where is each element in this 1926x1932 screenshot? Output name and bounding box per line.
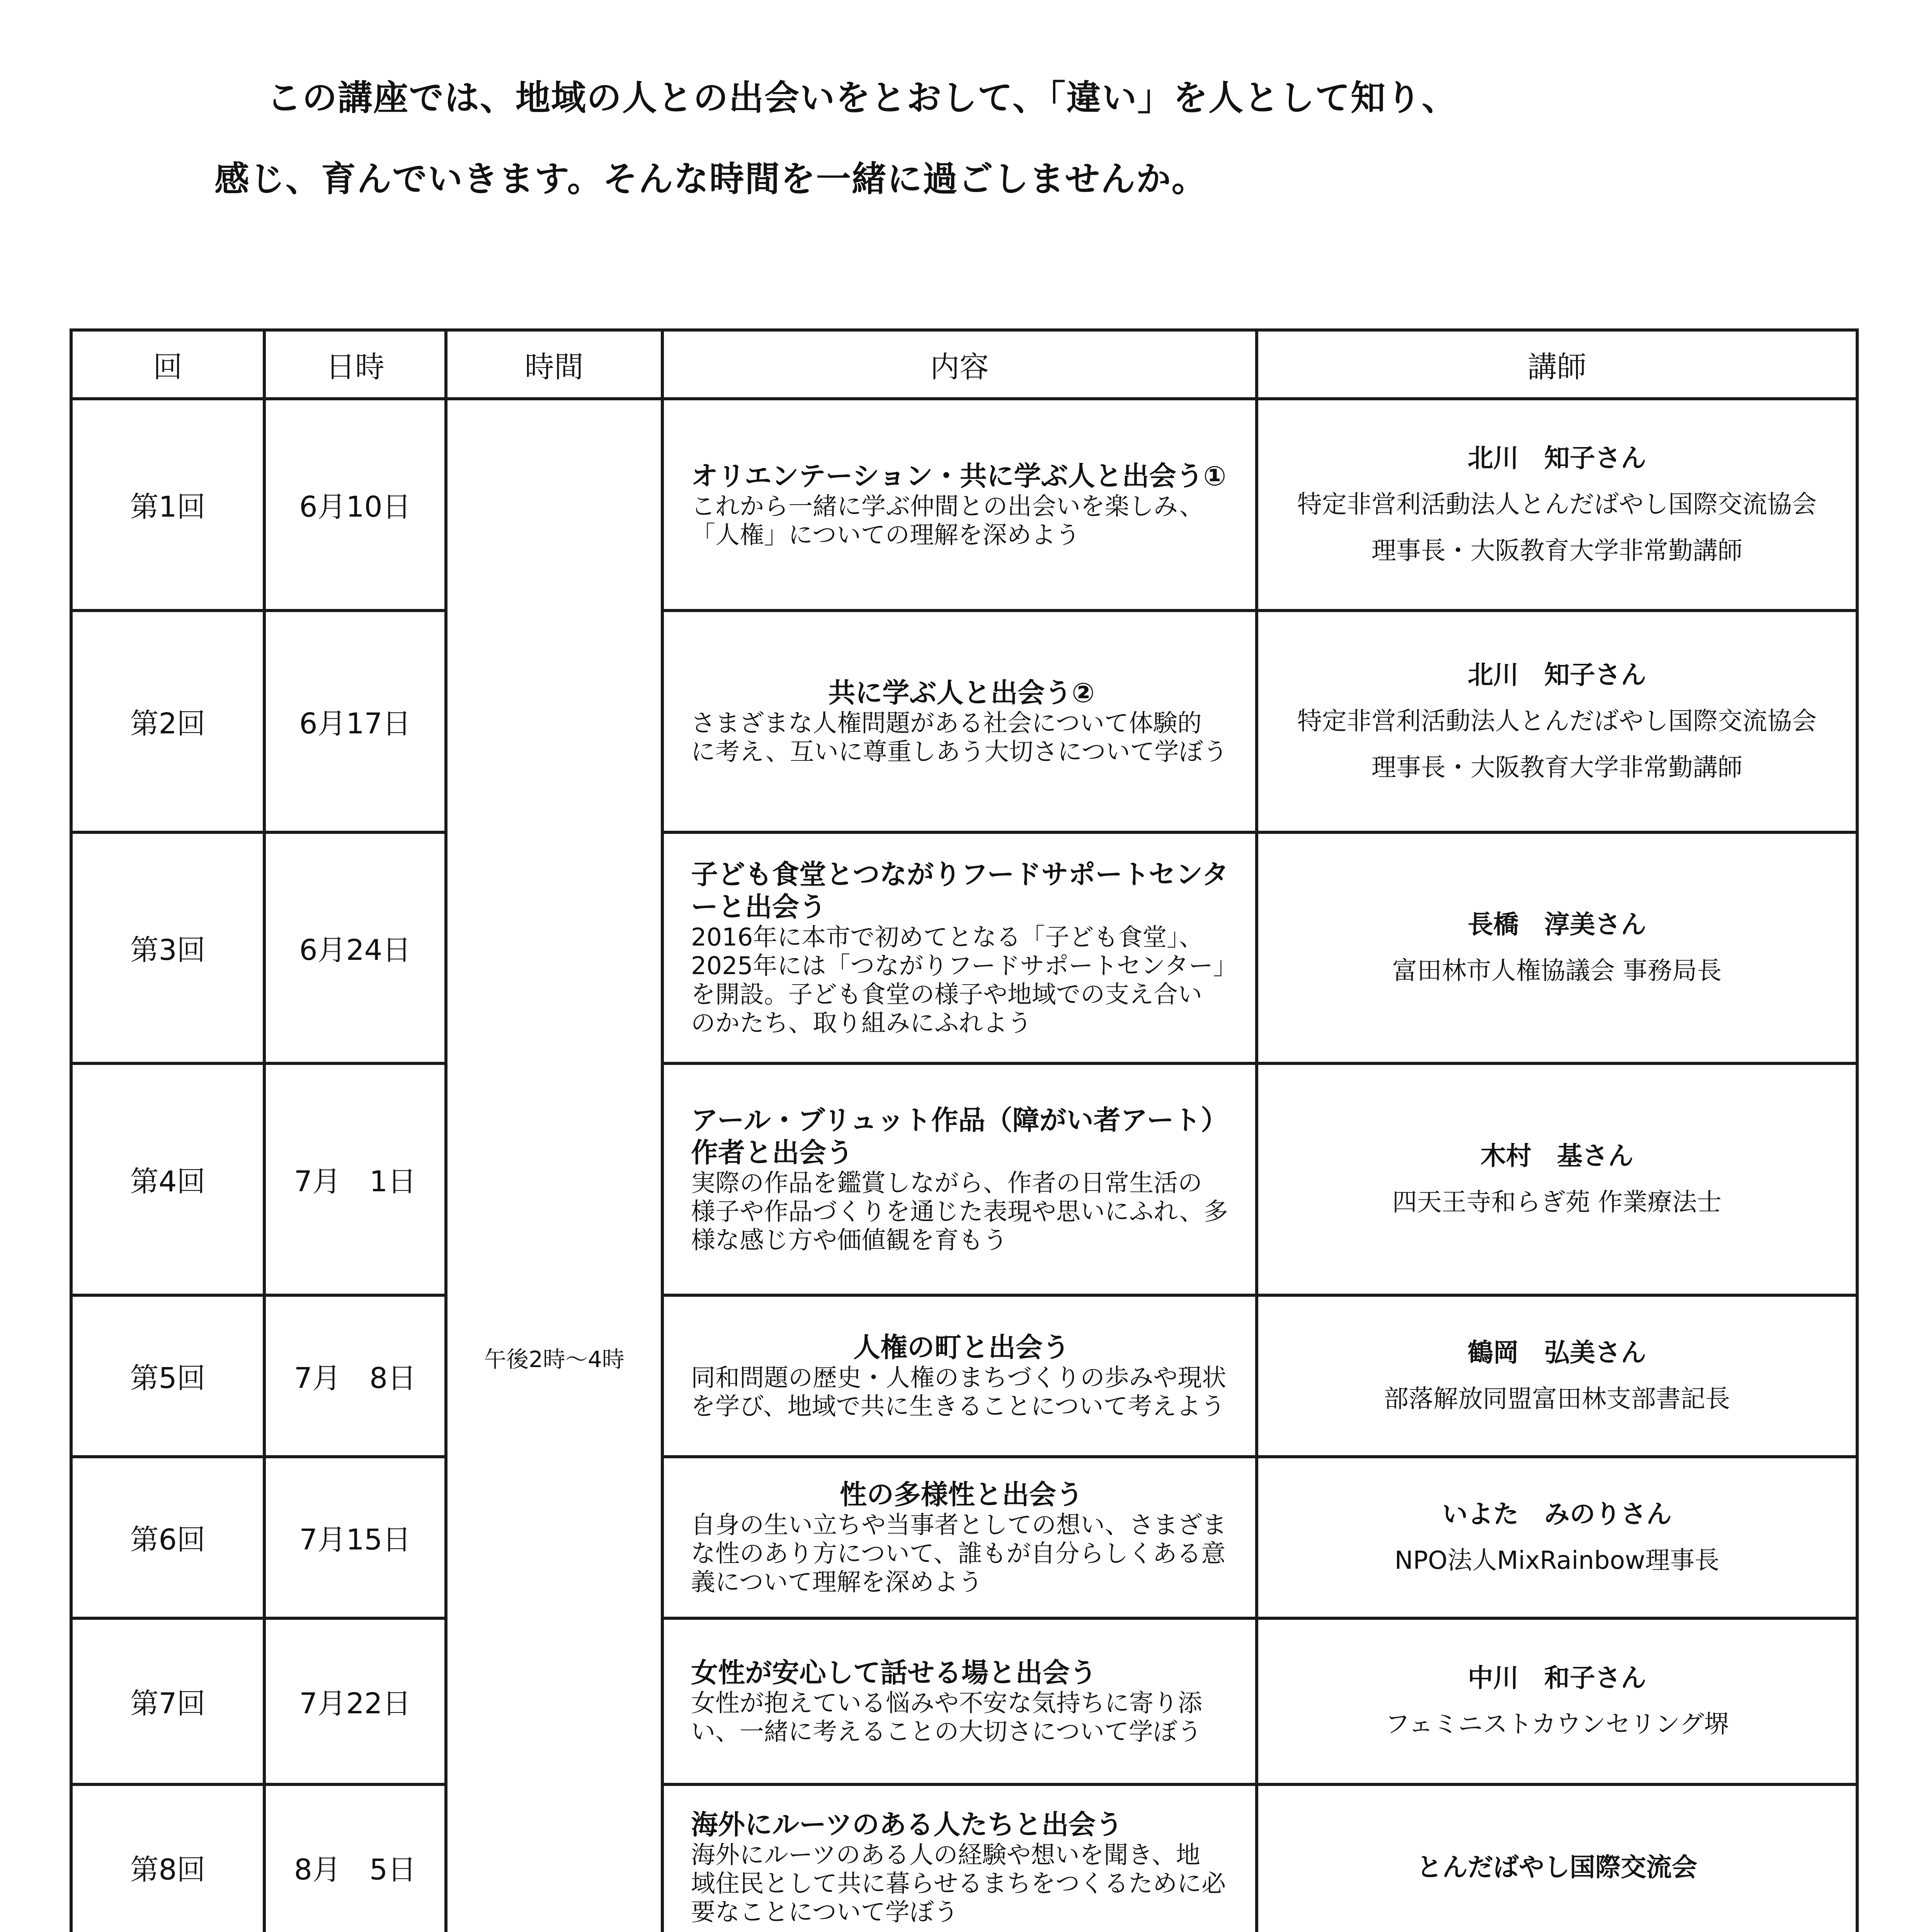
- content-body-line: 海外にルーツのある人の経験や想いを聞き、地: [691, 1841, 1200, 1869]
- lecturer-cell: [1257, 399, 1857, 611]
- content-body-line: 実際の作品を鑑賞しながら、作者の日常生活の: [691, 1169, 1202, 1197]
- intro-line-2: 感じ、育んでいきます。そんな時間を一緒に過ごしませんか。: [214, 159, 1207, 199]
- content-body-line: さまざまな人権問題がある社会について体験的: [691, 709, 1202, 737]
- content-body-line: 2016年に本市で初めてとなる「子ども食堂」、: [691, 923, 1203, 951]
- session-date: 8月 5日: [264, 1784, 446, 1932]
- table-row: [71, 1063, 1857, 1295]
- header-lecturer: 講師: [1257, 330, 1857, 399]
- lecturer-name: 北川 知子さん: [1468, 443, 1646, 473]
- session-date: 6月17日: [264, 611, 446, 832]
- session-content: [662, 611, 1257, 832]
- content-body-line: これから一緒に学ぶ仲間との出会いを楽しみ、: [691, 492, 1204, 520]
- content-title: 人権の町と出会う: [853, 1332, 1070, 1363]
- content-body-line: 様子や作品づくりを通じた表現や思いにふれ、多: [691, 1197, 1228, 1226]
- session-date: 7月15日: [264, 1457, 446, 1618]
- session-number: 第5回: [71, 1295, 264, 1457]
- content-title: オリエンテーション・共に学ぶ人と出会う①: [691, 460, 1227, 492]
- table-row: [71, 611, 1857, 832]
- table-row: [71, 1457, 1857, 1618]
- content-body-line: のかたち、取り組みにふれよう: [691, 1009, 1032, 1037]
- table-body: [71, 399, 1857, 1932]
- session-number: 第3回: [71, 832, 264, 1063]
- content-body-line: 様な感じ方や価値観を育もう: [691, 1226, 1007, 1254]
- lecturer-affiliation: 理事長・大阪教育大学非常勤講師: [1371, 753, 1742, 782]
- content-title: 女性が安心して話せる場と出会う: [691, 1657, 1097, 1689]
- table-row: [71, 399, 1857, 611]
- table-row: [71, 832, 1857, 1063]
- lecturer-cell: [1257, 832, 1857, 1063]
- lecturer-name: 北川 知子さん: [1468, 660, 1646, 690]
- session-number: 第1回: [71, 399, 264, 611]
- table-row: [71, 1784, 1857, 1932]
- session-content: [662, 1784, 1257, 1932]
- content-title: 共に学ぶ人と出会う②: [828, 677, 1095, 709]
- content-body-line: 女性が抱えている悩みや不安な気持ちに寄り添: [691, 1689, 1202, 1717]
- content-title: 性の多様性と出会う: [840, 1479, 1083, 1510]
- lecturer-affiliation: 富田林市人権協議会 事務局長: [1392, 957, 1722, 985]
- table-row: [71, 1618, 1857, 1784]
- session-number: 第4回: [71, 1063, 264, 1295]
- session-date: 7月 1日: [264, 1063, 446, 1295]
- content-body-line: 2025年には「つながりフードサポートセンター」: [691, 952, 1238, 980]
- lecturer-cell: [1257, 1784, 1857, 1932]
- content-body-line: 「人権」についての理解を深めよう: [691, 521, 1080, 549]
- session-number: 第7回: [71, 1618, 264, 1784]
- lecturer-name: 木村 基さん: [1480, 1141, 1633, 1171]
- session-content: [662, 1457, 1257, 1618]
- session-content: [662, 1063, 1257, 1295]
- session-date: 7月22日: [264, 1618, 446, 1784]
- lecturer-affiliation: 四天王寺和らぎ苑 作業療法士: [1392, 1188, 1722, 1217]
- session-content: [662, 1295, 1257, 1457]
- session-date: 6月24日: [264, 832, 446, 1063]
- intro-line-1: この講座では、地域の人との出会いをとおして、「違い」を人として知り、: [267, 78, 1458, 118]
- session-number: 第2回: [71, 611, 264, 832]
- session-content: [662, 1618, 1257, 1784]
- lecturer-name: 中川 和子さん: [1468, 1663, 1646, 1693]
- lecturer-affiliation: 特定非営利活動法人とんだばやし国際交流協会: [1297, 707, 1817, 736]
- content-body-line: 域住民として共に暮らせるまちをつくるために必: [691, 1869, 1226, 1898]
- lecturer-name: 長橋 淳美さん: [1468, 910, 1646, 939]
- table-header-row: [71, 330, 1857, 399]
- content-body-line: を学び、地域で共に生きることについて考えよう: [691, 1392, 1225, 1420]
- content-body-line: に考え、互いに尊重しあう大切さについて学ぼう: [691, 738, 1228, 766]
- lecturer-affiliation: 部落解放同盟富田林支部書記長: [1384, 1385, 1730, 1413]
- session-content: [662, 832, 1257, 1063]
- lecturer-name: いよた みのりさん: [1442, 1499, 1672, 1529]
- content-body-line: を開設。子ども食堂の様子や地域での支え合い: [691, 980, 1202, 1009]
- session-number: 第8回: [71, 1784, 264, 1932]
- lecturer-cell: [1257, 1063, 1857, 1295]
- lecturer-affiliation: 特定非営利活動法人とんだばやし国際交流協会: [1297, 490, 1817, 519]
- content-body-line: 義について理解を深めよう: [691, 1568, 983, 1596]
- content-title: 海外にルーツのある人たちと出会う: [691, 1809, 1123, 1840]
- lecturer-affiliation: NPO法人MixRainbow理事長: [1394, 1546, 1720, 1575]
- content-title: 子ども食堂とつながりフードサポートセンターと出会う: [691, 859, 1229, 923]
- table-row: [71, 1295, 1857, 1457]
- content-body-line: 要なことについて学ぼう: [691, 1898, 958, 1926]
- session-time: 午後2時〜4時: [446, 399, 662, 1932]
- lecturer-affiliation: フェミニストカウンセリング堺: [1385, 1710, 1729, 1739]
- content-body-line: な性のあり方について、誰もが自分らしくある意: [691, 1539, 1226, 1568]
- session-content: [662, 399, 1257, 611]
- session-number: 第6回: [71, 1457, 264, 1618]
- lecturer-cell: [1257, 1618, 1857, 1784]
- header-time: 時間: [446, 330, 662, 399]
- lecturer-cell: [1257, 1457, 1857, 1618]
- content-body-line: 同和問題の歴史・人権のまちづくりの歩みや現状: [691, 1364, 1227, 1392]
- lecturer-cell: [1257, 611, 1857, 832]
- header-date: 日時: [264, 330, 446, 399]
- header-no: 回: [71, 330, 264, 399]
- content-body-line: 自身の生い立ちや当事者としての想い、さまざま: [691, 1511, 1227, 1539]
- session-date: 7月 8日: [264, 1295, 446, 1457]
- lecturer-name: 鶴岡 弘美さん: [1468, 1338, 1646, 1367]
- content-body-line: い、一緒に考えることの大切さについて学ぼう: [691, 1718, 1202, 1746]
- schedule-table: [70, 328, 1859, 1932]
- lecturer-affiliation: 理事長・大阪教育大学非常勤講師: [1371, 537, 1742, 565]
- lecturer-name: とんだばやし国際交流会: [1417, 1852, 1697, 1882]
- lecturer-cell: [1257, 1295, 1857, 1457]
- session-date: 6月10日: [264, 399, 446, 611]
- content-title: アール・ブリュット作品（障がい者アート）作者と出会う: [691, 1104, 1228, 1168]
- header-content: 内容: [662, 330, 1257, 399]
